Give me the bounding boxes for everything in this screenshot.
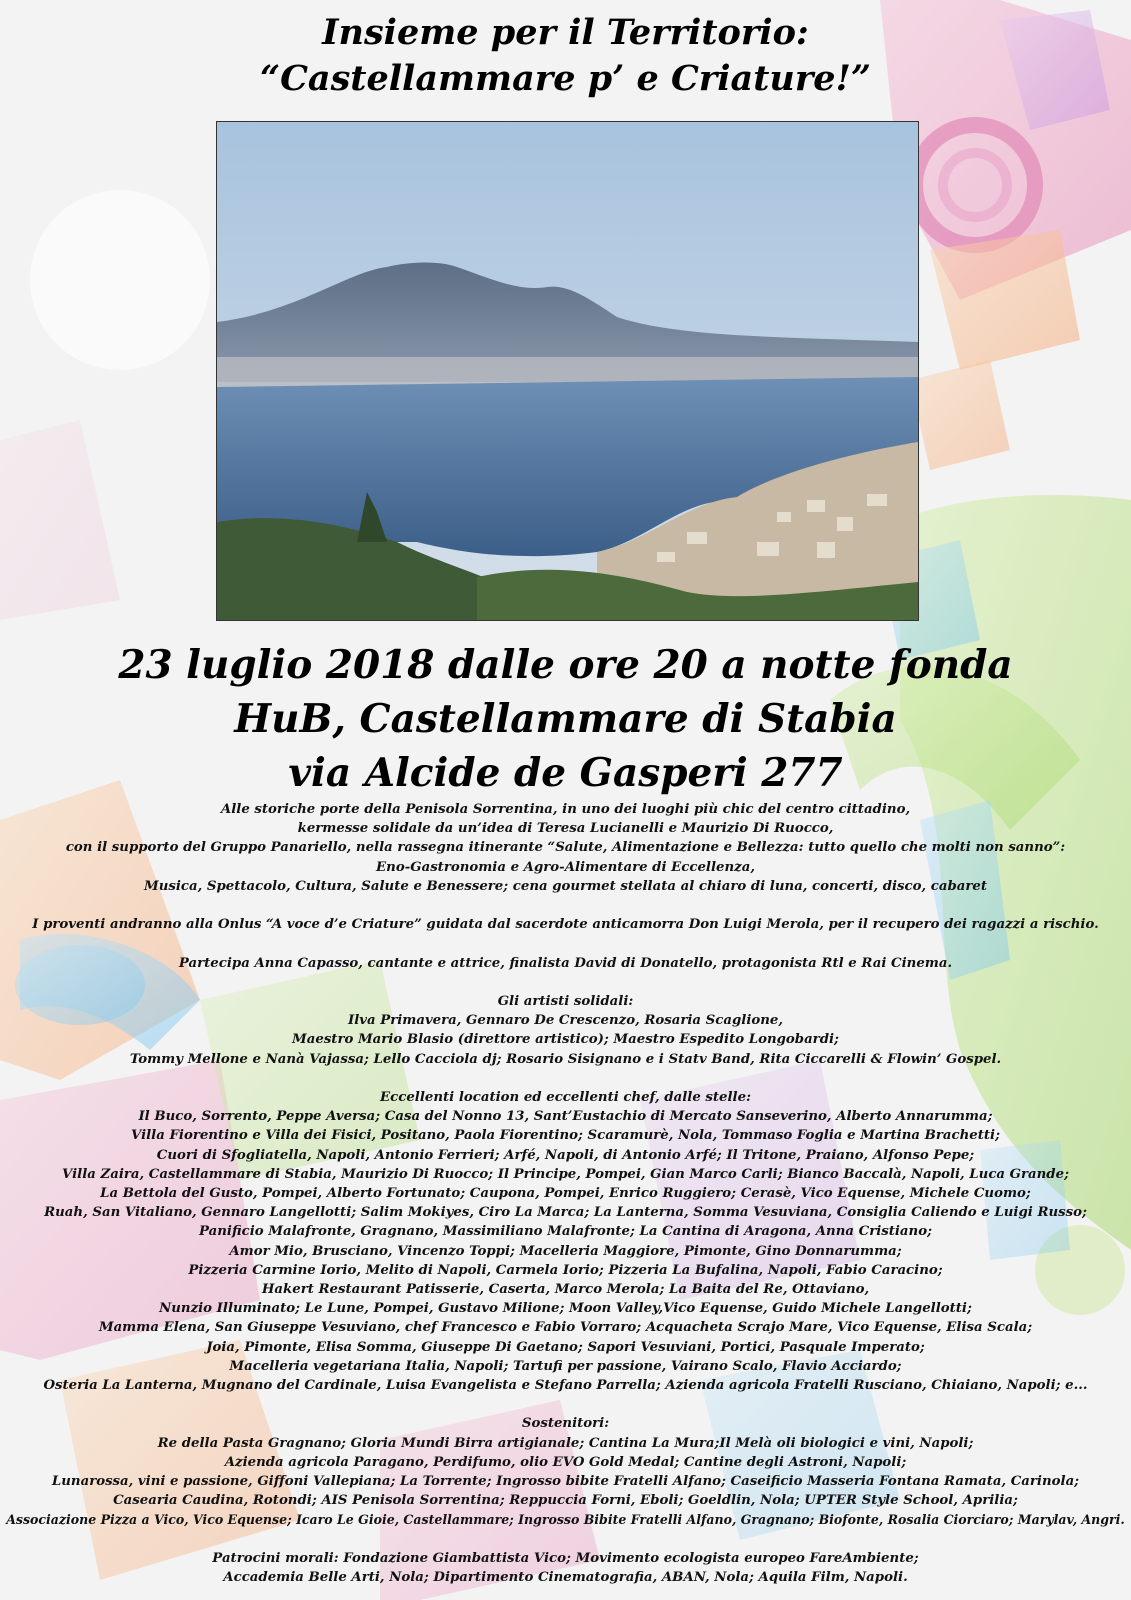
proceeds-note: I proventi andranno alla Onlus “A voce d’e Criature” guidata dal sacerdote anticamorra Don Luigi Merola, per il recupero dei ragazzi a rischio. [32, 917, 1099, 933]
sponsors-line: Associazione Pizza a Vico, Vico Equense; Icaro Le Gioie, Castellammare; Ingrosso Bibite Fratelli Alfano, Gragnano; Biofonte, Rosalia Ciorciaro; Marylav, Angri. [6, 1512, 1125, 1528]
title-line-1: Insieme per il Territorio: [322, 12, 809, 53]
title-line-2: “Castellammare p’ e Criature!” [259, 58, 872, 99]
intro-line: Eno-Gastronomia e Agro-Alimentare di Eccellenza, [376, 859, 755, 875]
intro-line: Alle storiche porte della Penisola Sorrentina, in uno dei luoghi più chic del centro cittadino, [220, 802, 911, 817]
locations-line: Villa Fiorentino e Villa dei Fisici, Positano, Paola Fiorentino; Scaramurè, Nola, Tommaso Foglia e Martina Brachetti; [131, 1128, 1000, 1144]
locations-line: Il Buco, Sorrento, Peppe Aversa; Casa del Nonno 13, Sant’Eustachio di Mercato Sanseverino, Alberto Annarumma; [138, 1109, 993, 1125]
event-address: via Alcide de Gasperi 277 [288, 750, 843, 796]
guest-note: Partecipa Anna Capasso, cantante e attrice, finalista David di Donatello, protagonista Rtl e Rai Cinema. [178, 955, 953, 971]
intro-line: Musica, Spettacolo, Cultura, Salute e Benessere; cena gourmet stellata al chiaro di luna, concerti, disco, cabaret [143, 878, 987, 894]
locations-line: Villa Zaira, Castellammare di Stabia, Maurizio Di Ruocco; Il Principe, Pompei, Gian Marco Carli; Bianco Baccalà, Napoli, Luca Grande; [62, 1166, 1069, 1182]
landscape-image [217, 122, 918, 620]
sponsors-line: Azienda agricola Paragano, Perdifumo, olio EVO Gold Medal; Cantine degli Astroni, Napoli; [224, 1454, 907, 1470]
sponsors-line: Re della Pasta Gragnano; Gloria Mundi Birra artigianale; Cantina La Mura;Il Melà oli biologici e vini, Napoli; [157, 1435, 974, 1451]
sponsors-heading: Sostenitori: [521, 1416, 610, 1432]
patronage-line: Patrocini morali: Fondazione Giambattista Vico; Movimento ecologista europeo FareAmbiente; [212, 1550, 919, 1566]
artists-line: Tommy Mellone e Nanà Vajassa; Lello Cacciola dj; Rosario Sisignano e i Statv Band, Rita Ciccarelli & Flowin’ Gospel. [129, 1051, 1002, 1067]
locations-heading: Eccellenti location ed eccellenti chef, dalle stelle: [380, 1089, 751, 1105]
locations-line: Ruah, San Vitaliano, Gennaro Langellotti; Salim Mokiyes, Ciro La Marca; La Lanterna, Somma Vesuviana, Consiglia Caliendo e Luigi Russo; [44, 1205, 1087, 1221]
event-date-time: 23 luglio 2018 dalle ore 20 a notte fonda [118, 642, 1013, 688]
intro-line: con il supporto del Gruppo Panariello, nella rassegna itinerante “Salute, Alimentazione e Bellezza: tutto quello che molti non sanno”: [65, 840, 1066, 856]
event-description [0, 800, 1131, 1587]
locations-line: Panificio Malafronte, Gragnano, Massimiliano Malafronte; La Cantina di Aragona, Anna Cristiano; [199, 1224, 932, 1240]
locations-line: Nunzio Illuminato; Le Lune, Pompei, Gustavo Milione; Moon Valley,Vico Equense, Guido Michele Langellotti; [159, 1301, 972, 1317]
locations-line: Hakert Restaurant Patisserie, Caserta, Marco Merola; La Baita del Re, Ottaviano, [261, 1282, 870, 1298]
locations-line: Amor Mio, Brusciano, Vincenzo Toppi; Macelleria Maggiore, Pimonte, Gino Donnarumma; [229, 1243, 902, 1259]
locations-line: Joia, Pimonte, Elisa Somma, Giuseppe Di Gaetano; Sapori Vesuviani, Portici, Pasquale Imperato; [206, 1339, 925, 1355]
locations-line: Pizzeria Carmine Iorio, Melito di Napoli, Carmela Iorio; Pizzeria La Bufalina, Napoli, Fabio Caracino; [188, 1262, 943, 1278]
vesuvius-bay-photo [216, 121, 919, 621]
locations-line: La Bettola del Gusto, Pompei, Alberto Fortunato; Caupona, Pompei, Enrico Ruggiero; Cerasè, Vico Equense, Michele Cuomo; [100, 1186, 1031, 1201]
sponsors-line: Casearia Caudina, Rotondi; AIS Penisola Sorrentina; Reppuccia Forni, Eboli; Goeldlin, Nola; UPTER Style School, Aprilia; [113, 1493, 1018, 1509]
locations-line: Macelleria vegetariana Italia, Napoli; Tartufi per passione, Vairano Scalo, Flavio Acciardo; [229, 1358, 902, 1374]
locations-line: Osteria La Lanterna, Mugnano del Cardinale, Luisa Evangelista e Stefano Parrella; Azienda agricola Fratelli Rusciano, Chiaiano, Napoli; e... [43, 1378, 1088, 1394]
sponsors-line: Lunarossa, vini e passione, Giffoni Vallepiana; La Torrente; Ingrosso bibite Fratelli Alfano; Caseificio Masseria Fontana Ramata, Carinola; [51, 1474, 1080, 1490]
patronage-line: Accademia Belle Arti, Nola; Dipartimento Cinematografia, ABAN, Nola; Aquila Film, Napoli. [223, 1570, 908, 1586]
artists-line: Maestro Mario Blasio (direttore artistico); Maestro Espedito Longobardi; [292, 1032, 839, 1048]
artists-heading: Gli artisti solidali: [497, 993, 634, 1009]
locations-line: Mamma Elena, San Giuseppe Vesuviano, chef Francesco e Fabio Vorraro; Acquacheta Scrajo Mare, Vico Equense, Elisa Scala; [98, 1320, 1033, 1336]
intro-line: kermesse solidale da un’idea di Teresa Lucianelli e Maurizio Di Ruocco, [297, 821, 834, 837]
locations-line: Cuori di Sfogliatella, Napoli, Antonio Ferrieri; Arfé, Napoli, di Antonio Arfé; Il Tritone, Praiano, Alfonso Pepe; [156, 1147, 975, 1163]
event-venue: HuB, Castellammare di Stabia [234, 696, 897, 742]
artists-line: Ilva Primavera, Gennaro De Crescenzo, Rosaria Scaglione, [347, 1013, 784, 1029]
